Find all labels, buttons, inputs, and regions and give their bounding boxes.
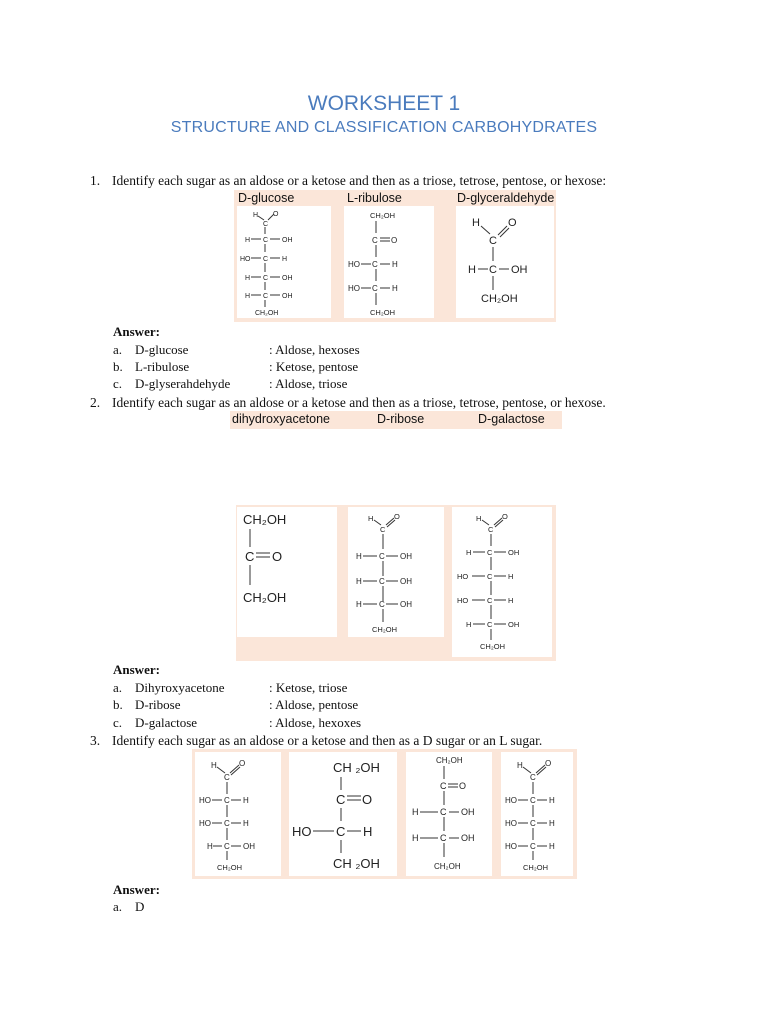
svg-text:C: C: [379, 577, 385, 586]
svg-text:CH₂OH: CH₂OH: [370, 308, 395, 317]
svg-text:C: C: [263, 275, 269, 282]
question-number: 1.: [90, 173, 101, 188]
svg-text:HO: HO: [505, 819, 517, 828]
svg-text:C: C: [487, 572, 493, 581]
svg-text:H: H: [468, 264, 476, 276]
svg-text:OH: OH: [282, 237, 293, 244]
svg-text:O: O: [391, 236, 398, 245]
d-ribose-structure: [348, 507, 444, 637]
svg-text:C: C: [372, 260, 378, 269]
svg-text:H: H: [549, 796, 555, 805]
d-glucose-structure: [237, 206, 331, 318]
svg-text:H: H: [356, 600, 362, 609]
svg-text:HO: HO: [505, 842, 517, 851]
answer-3a: a. D: [113, 899, 145, 914]
answer-2b: b. D-ribose : Aldose, pentose: [113, 697, 359, 712]
svg-text:H: H: [508, 572, 514, 581]
svg-text:C: C: [336, 824, 346, 839]
svg-text:H: H: [466, 548, 472, 557]
svg-text:H: H: [368, 514, 374, 523]
svg-text:OH: OH: [282, 293, 293, 300]
sugar-labels-strip-2: [230, 411, 562, 429]
svg-text:C: C: [372, 284, 378, 293]
svg-text:H: H: [363, 824, 373, 839]
structures-panel-3: [192, 749, 577, 879]
answer-heading-2: Answer:: [113, 662, 160, 677]
svg-text:O: O: [394, 512, 400, 521]
svg-text:H: H: [549, 819, 555, 828]
svg-text:H: H: [211, 761, 217, 770]
svg-text:C: C: [530, 773, 536, 782]
svg-text:C: C: [224, 819, 230, 828]
svg-text:C: C: [224, 773, 230, 782]
svg-text:C: C: [530, 796, 536, 805]
sugar-label-d-glucose: D-glucose: [238, 191, 295, 205]
svg-text:H: H: [243, 819, 249, 828]
svg-text:C: C: [263, 237, 269, 244]
svg-text:HO: HO: [348, 284, 360, 293]
svg-text:H: H: [282, 256, 288, 263]
question-2: 2. Identify each sugar as an aldose or a ketose and then as a triose, tetrose, pentose, or hexose.: [90, 395, 606, 410]
svg-text:OH: OH: [243, 842, 255, 851]
svg-text:H: H: [245, 275, 251, 282]
svg-text:C: C: [530, 842, 536, 851]
sugar-label-dihydroxyacetone: dihydroxyacetone: [232, 412, 330, 426]
svg-text:H: H: [356, 552, 362, 561]
svg-text:C: C: [224, 842, 230, 851]
dihydroxyacetone-structure: [237, 507, 337, 637]
svg-text:OH: OH: [400, 600, 412, 609]
question-1: [90, 173, 606, 189]
svg-text:HO: HO: [199, 819, 211, 828]
svg-text:HO: HO: [348, 260, 360, 269]
svg-text:CH₂OH: CH₂OH: [481, 293, 518, 305]
svg-text:OH: OH: [400, 577, 412, 586]
svg-text:O: O: [508, 217, 517, 229]
svg-text:HO: HO: [292, 824, 312, 839]
worksheet-subtitle: STRUCTURE AND CLASSIFICATION CARBOHYDRATES: [170, 119, 598, 136]
svg-text:O: O: [502, 512, 508, 521]
answer-2a: a. Dihyroxyacetone : Ketose, triose: [113, 680, 348, 695]
svg-text:C: C: [530, 819, 536, 828]
svg-text:HO: HO: [240, 256, 251, 263]
sugar-3b-structure: [289, 752, 397, 876]
svg-text:CH₂OH: CH₂OH: [436, 756, 463, 765]
svg-text:H: H: [245, 293, 251, 300]
svg-text:H: H: [412, 833, 419, 843]
svg-text:C: C: [489, 264, 497, 276]
svg-text:H: H: [466, 620, 472, 629]
svg-text:O: O: [545, 759, 552, 768]
sugar-label-d-ribose: D-ribose: [377, 412, 425, 426]
svg-text:CH₂OH: CH₂OH: [217, 863, 242, 872]
svg-text:CH₂OH: CH₂OH: [370, 211, 395, 220]
sugar-3a-structure: [195, 752, 281, 876]
answer-1a: a. D-glucose : Aldose, hexoses: [113, 342, 360, 357]
svg-text:CH₂OH: CH₂OH: [255, 310, 279, 317]
svg-text:H: H: [476, 514, 482, 523]
svg-text:H: H: [243, 796, 249, 805]
l-ribulose-structure: [344, 206, 434, 318]
svg-text:C: C: [380, 525, 386, 534]
svg-text:CH₂OH: CH₂OH: [434, 862, 461, 871]
svg-text:CH ₂OH: CH ₂OH: [333, 760, 380, 775]
svg-text:C: C: [263, 256, 269, 263]
svg-text:C: C: [263, 293, 269, 300]
svg-text:C: C: [379, 552, 385, 561]
svg-text:C: C: [488, 525, 494, 534]
svg-text:C: C: [372, 236, 378, 245]
svg-text:C: C: [440, 781, 447, 791]
worksheet-title: WORKSHEET 1: [307, 92, 461, 115]
svg-text:OH: OH: [400, 552, 412, 561]
svg-text:O: O: [362, 792, 373, 807]
svg-text:H: H: [508, 596, 514, 605]
svg-text:CH₂OH: CH₂OH: [480, 642, 505, 651]
svg-text:H: H: [207, 842, 213, 851]
sugar-3d-structure: [501, 752, 573, 876]
answer-1b: b. L-ribulose : Ketose, pentose: [113, 359, 359, 374]
d-glyceraldehyde-structure: [456, 206, 554, 318]
svg-text:C: C: [440, 833, 447, 843]
svg-text:C: C: [487, 620, 493, 629]
svg-text:C: C: [487, 596, 493, 605]
svg-text:C: C: [245, 549, 255, 564]
svg-text:OH: OH: [511, 264, 528, 276]
svg-text:O: O: [239, 759, 246, 768]
svg-text:C: C: [487, 548, 493, 557]
svg-text:C: C: [224, 796, 230, 805]
sugar-3c-structure: [406, 752, 492, 876]
svg-text:CH₂OH: CH₂OH: [372, 625, 397, 634]
question-3: 3. Identify each sugar as an aldose or a ketose and then as a D sugar or an L sugar.: [90, 733, 543, 748]
svg-text:HO: HO: [457, 572, 469, 581]
svg-text:OH: OH: [461, 807, 475, 817]
svg-text:C: C: [263, 221, 269, 228]
svg-text:HO: HO: [505, 796, 517, 805]
svg-text:CH₂OH: CH₂OH: [243, 590, 287, 605]
svg-text:H: H: [392, 260, 398, 269]
svg-text:CH ₂OH: CH ₂OH: [333, 856, 380, 871]
svg-text:HO: HO: [457, 596, 469, 605]
sugar-label-l-ribulose: L-ribulose: [347, 191, 402, 205]
svg-text:H: H: [253, 212, 259, 219]
svg-text:C: C: [489, 235, 497, 247]
svg-text:O: O: [272, 549, 283, 564]
svg-text:H: H: [356, 577, 362, 586]
svg-text:OH: OH: [461, 833, 475, 843]
svg-text:H: H: [472, 217, 480, 229]
svg-text:OH: OH: [508, 548, 520, 557]
svg-text:C: C: [440, 807, 447, 817]
svg-text:CH₂OH: CH₂OH: [523, 863, 548, 872]
sugar-label-d-glyceraldehyde: D-glyceraldehyde: [457, 191, 555, 205]
svg-text:HO: HO: [199, 796, 211, 805]
svg-text:OH: OH: [508, 620, 520, 629]
answer-2c: c. D-galactose : Aldose, hexoxes: [113, 715, 362, 730]
d-galactose-structure: [452, 507, 552, 657]
svg-text:OH: OH: [282, 275, 293, 282]
svg-text:C: C: [336, 792, 346, 807]
answer-heading-1: Answer:: [113, 324, 160, 339]
question-text: Identify each sugar as an aldose or a ketose and then as a triose, tetrose, pentose, or hexose:: [112, 173, 607, 188]
svg-text:CH₂OH: CH₂OH: [243, 512, 287, 527]
svg-text:O: O: [273, 211, 279, 218]
svg-text:H: H: [412, 807, 419, 817]
svg-text:C: C: [379, 600, 385, 609]
answer-heading-3: Answer:: [113, 882, 160, 897]
structures-panel-2: [236, 505, 556, 661]
structures-panel-1: [234, 190, 556, 322]
svg-text:H: H: [245, 237, 251, 244]
svg-text:O: O: [459, 781, 467, 791]
svg-text:H: H: [392, 284, 398, 293]
svg-text:H: H: [549, 842, 555, 851]
svg-text:H: H: [517, 761, 523, 770]
sugar-label-d-galactose: D-galactose: [478, 412, 545, 426]
answer-1c: c. D-glyserahdehyde : Aldose, triose: [113, 376, 348, 391]
